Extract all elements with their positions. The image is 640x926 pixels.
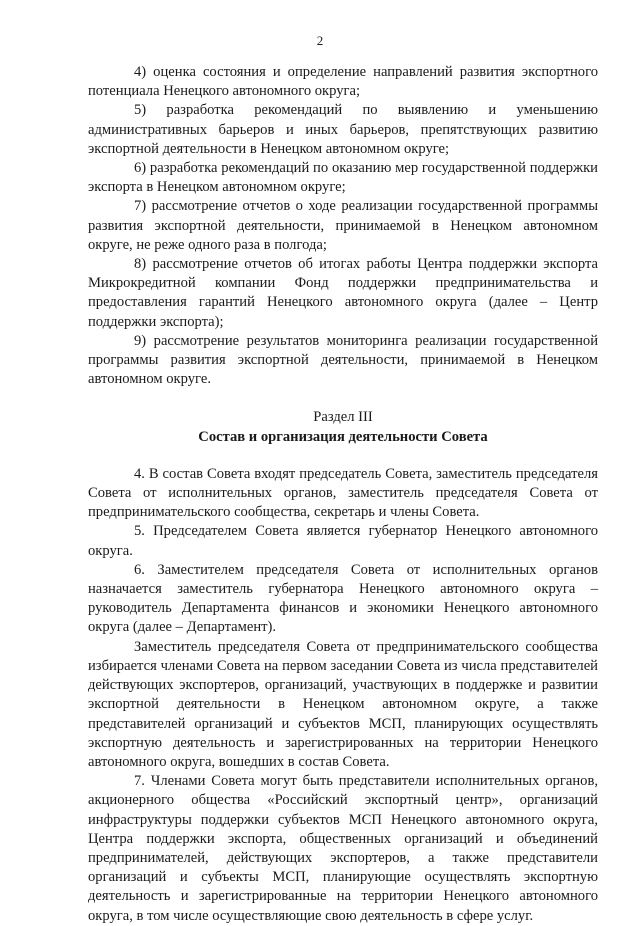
list-item-4: 4) оценка состояния и определение направлений развития экспортного потенциала Ненецкого автономного округа; [88,64,598,100]
spacer [88,447,598,465]
clause-4: 4. В состав Совета входят председатель Совета, заместитель председателя Совета от исполнительных органов, заместитель председателя Совета от предпринимательского сообщества, секретарь и члены Совета. [88,465,598,521]
document-body [88,63,598,926]
list-item-8: 8) рассмотрение отчетов об итогах работы Центра поддержки экспорта Микрокредитной компании Фонд поддержки предпринимательства и предоставления гарантий Ненецкого автономного округа (далее – Центр поддержки экспорта); [88,256,598,330]
clause-7: 7. Членами Совета могут быть представители исполнительных органов, акционерного общества «Российский экспортный центр», организаций инфраструктуры поддержки субъектов МСП Ненецкого автономного округа, Центра поддержки экспорта, общественных организаций и объединений предпринимателей, действующих экспортеров, а также представители организаций и субъекты МСП, планирующие осуществлять экспортную деятельность и зарегистрированные на территории Ненецкого автономного округа, в том числе осуществляющие свою деятельность в сфере услуг. [88,773,598,924]
clause-6-continuation: Заместитель председателя Совета от предпринимательского сообщества избирается членами Совета на первом заседании Совета из числа представителей действующих экспортеров, организаций, участвующих в поддержке и развитии экспортной деятельности в Ненецком автономном округе, а также представителей организаций и субъектов МСП, планирующих осуществлять экспортную деятельность и зарегистрированных на территории Ненецкого автономного округа, вошедших в состав Совета. [88,638,598,770]
page-number: 2 [316,33,324,48]
list-item-5: 5) разработка рекомендаций по выявлению и уменьшению административных барьеров и иных барьеров, препятствующих развитию экспортной деятельности в Ненецком автономном округе; [88,102,598,157]
list-item-7: 7) рассмотрение отчетов о ходе реализации государственной программы развития экспортной деятельности, принимаемой в Ненецком автономном округе, не реже одного раза в полгода; [88,198,598,253]
clause-6: 6. Заместителем председателя Совета от исполнительных органов назначается заместитель губернатора Ненецкого автономного округа – руководитель Департамента финансов и экономики Ненецкого автономного округа (далее – Департамент). [88,561,598,636]
spacer [88,389,598,408]
list-item-9: 9) рассмотрение результатов мониторинга реализации государственной программы развития экспортной деятельности, принимаемой в Ненецком автономном округе. [88,332,598,388]
clause-5: 5. Председателем Совета является губернатор Ненецкого автономного округа. [88,523,598,559]
section-title: Состав и организация деятельности Совета [198,428,488,445]
list-item-6: 6) разработка рекомендаций по оказанию мер государственной поддержки экспорта в Ненецком автономном округе; [88,160,598,196]
section-heading: Раздел III [313,409,373,426]
